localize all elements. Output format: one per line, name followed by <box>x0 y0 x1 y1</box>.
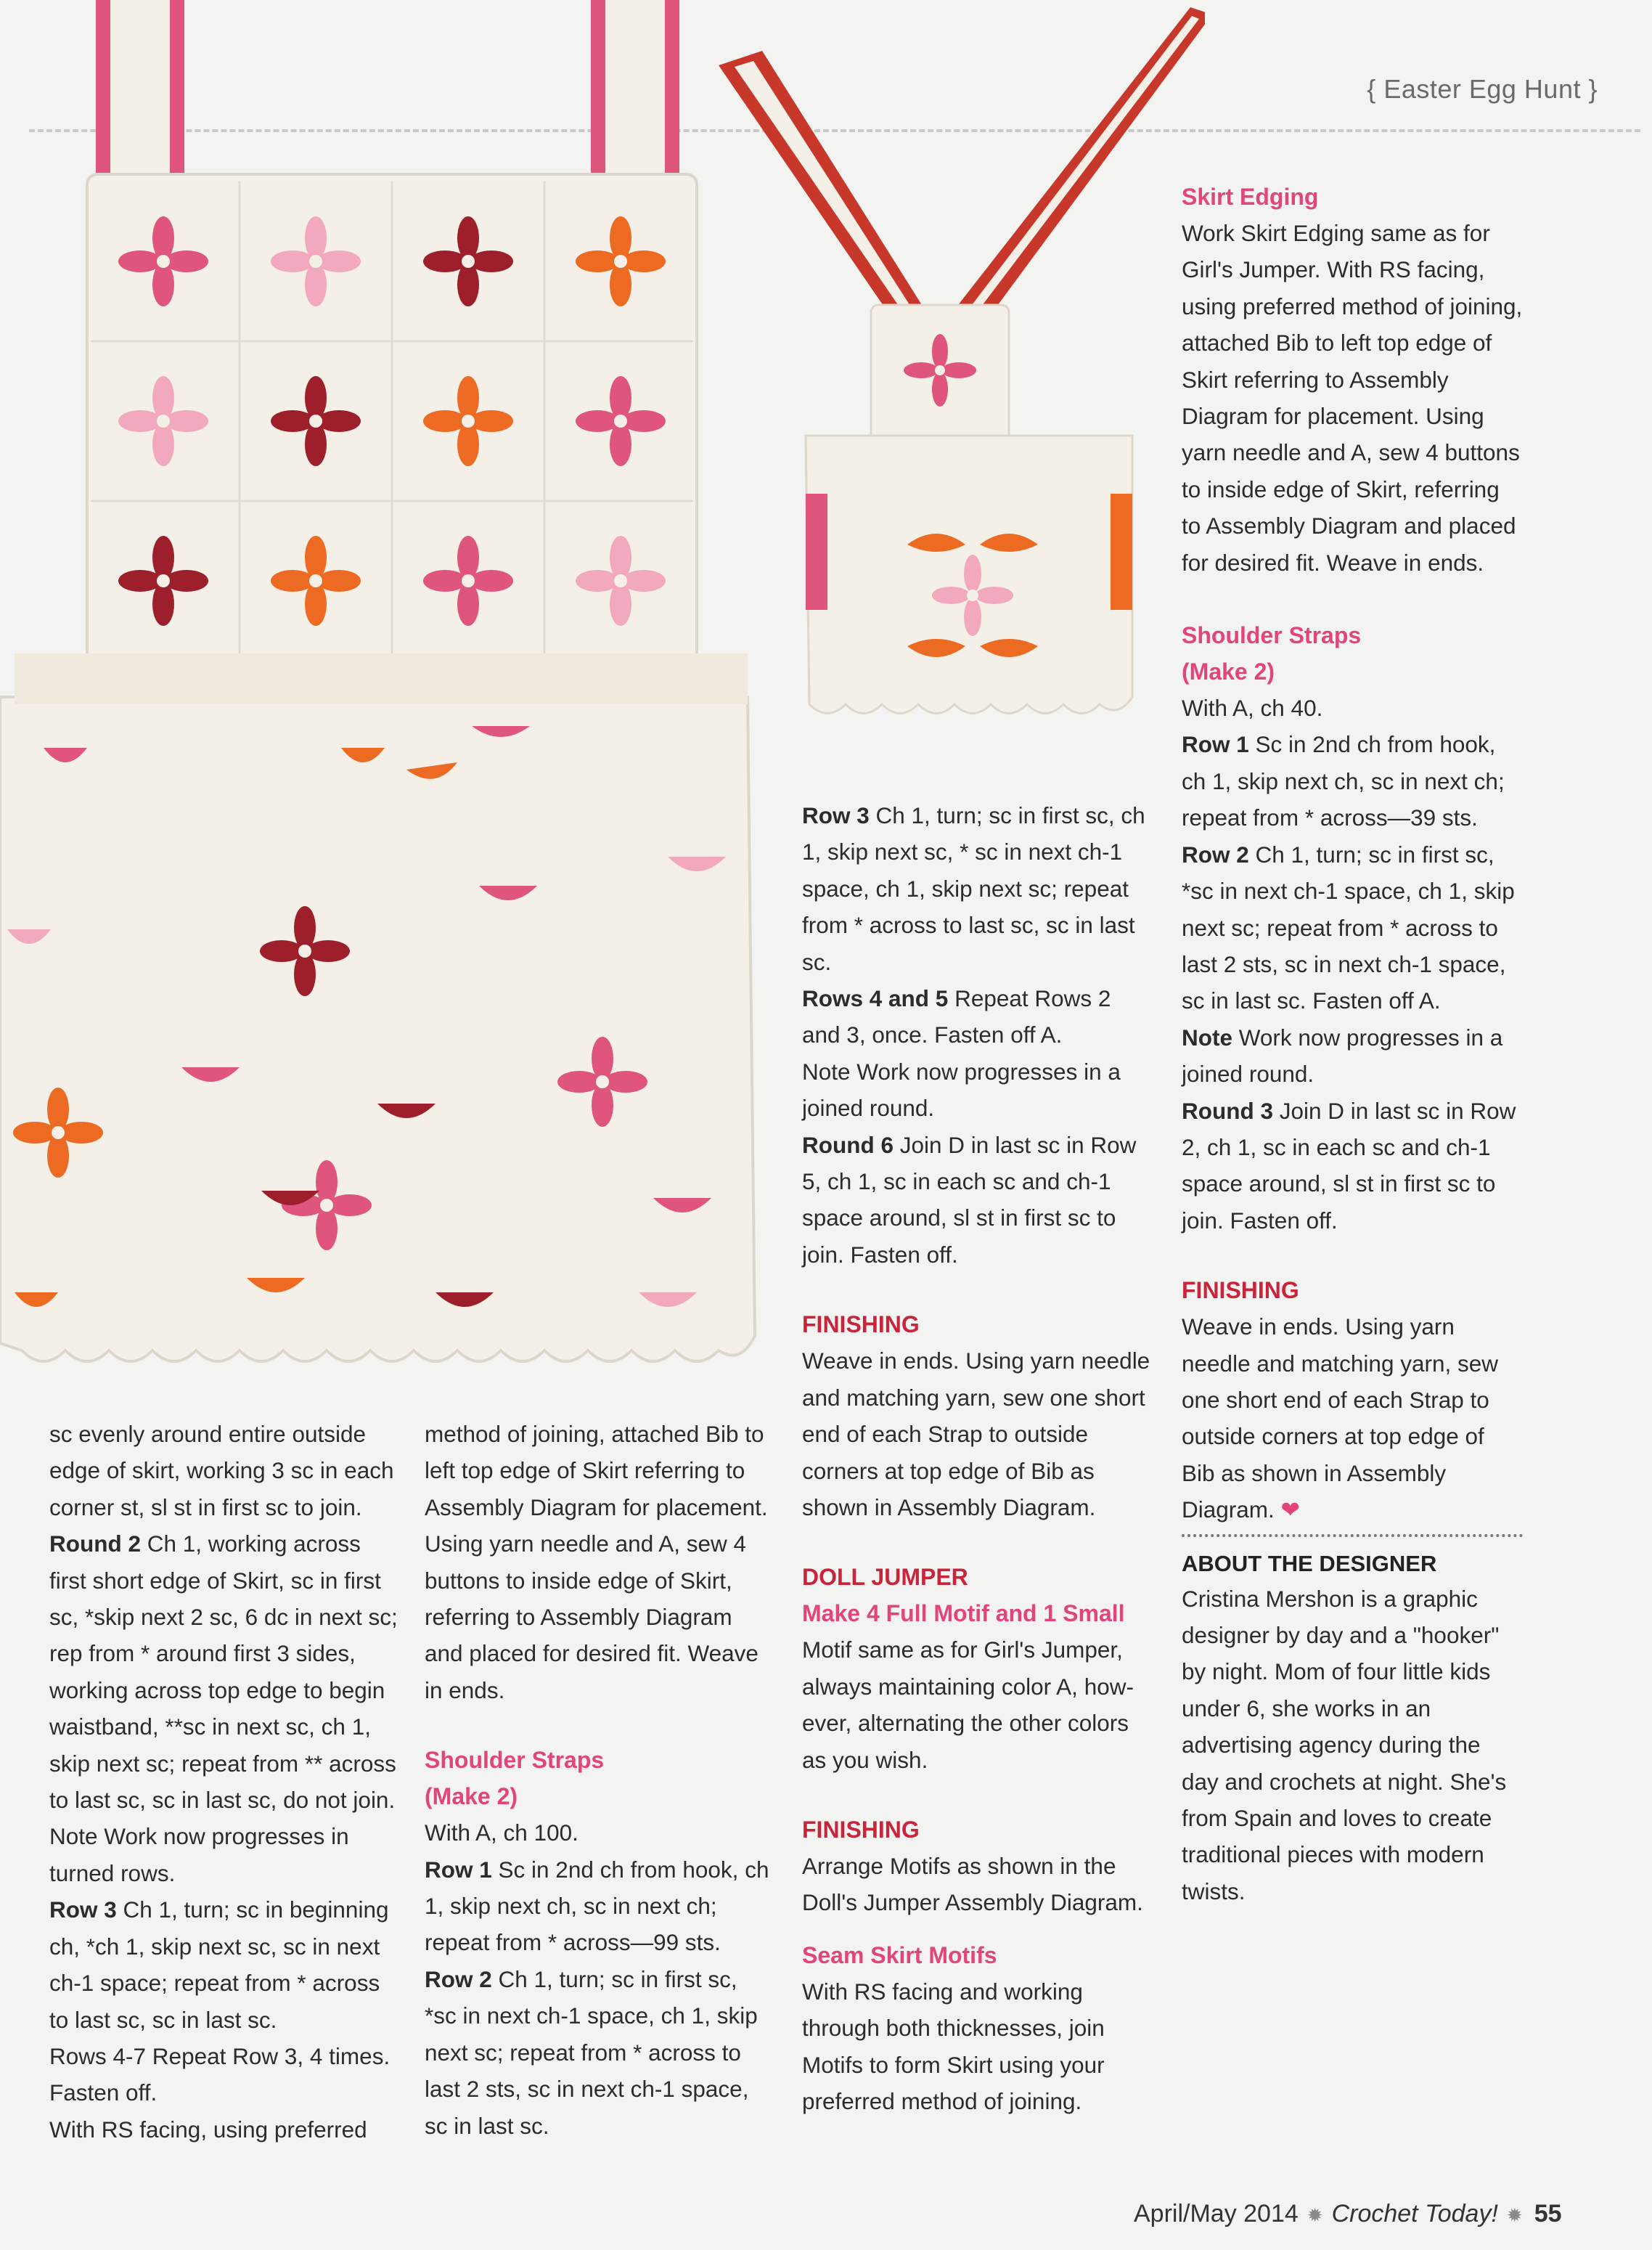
paragraph <box>1182 1308 1523 1528</box>
step-text: Ch 1, turn; sc in first sc, *sc in next ch-1 space, ch 1, skip next sc; repeat from * across to last 2 sts, sc in next ch-1 space, sc in last sc. <box>425 1965 758 2139</box>
text-column-2 <box>425 1416 773 2144</box>
spacer <box>425 1708 773 1742</box>
paragraph: sc evenly around entire outside edge of skirt, working 3 sc in each corner st, sl st in first sc to join. <box>49 1421 394 1520</box>
paragraph <box>802 1127 1150 1273</box>
section-subheading: (Make 2) <box>1182 659 1275 685</box>
step-text: Repeat Rows 2 and 3, once. Fasten off A. <box>802 985 1111 1048</box>
section-heading: FINISHING <box>1182 1277 1299 1304</box>
spacer <box>1182 581 1523 617</box>
text-column-1 <box>49 1416 398 2148</box>
step-label: Row 1 <box>425 1856 492 1883</box>
spacer <box>1182 1239 1523 1272</box>
spacer <box>802 1273 1150 1306</box>
paragraph: Work Skirt Edging same as for Girl's Jumper. With RS facing, using preferred method of joining, attached Bib to left top edge of Skirt referring to Assembly Diagram for placement. Using yarn needle and A, sew 4 buttons to inside edge of Skirt, referring to Assembly Diagram and placed for desired fit. Weave in ends. <box>1182 220 1523 576</box>
text-column-4 <box>1182 179 1523 1909</box>
page-number: 55 <box>1534 2200 1562 2227</box>
about-divider <box>1182 1534 1523 1537</box>
section-subheading: (Make 2) <box>425 1783 518 1810</box>
step-text: Ch 1, working across first short edge of Skirt, sc in first sc, *skip next 2 sc, 6 dc in next sc; rep from * around first 3 sides, working across top edge to begin waistband, **sc in next sc, ch 1, skip next sc; repeat from ** across to last sc, sc in last sc, do not join. <box>49 1530 398 1814</box>
paragraph: With RS facing, using preferred <box>49 2116 367 2143</box>
step-label: Round 6 <box>802 1131 894 1158</box>
paragraph <box>49 1891 398 2038</box>
paragraph: With A, ch 100. <box>425 1819 578 1846</box>
step-text: Ch 1, turn; sc in beginning ch, *ch 1, skip next sc, sc in next ch-1 space; repeat from * across to last sc, sc in last sc. <box>49 1896 389 2033</box>
paragraph <box>1182 836 1523 1019</box>
bullet-icon: ✹ <box>1506 2204 1523 2226</box>
paragraph <box>802 980 1150 1053</box>
paragraph: method of joining, attached Bib to left top edge of Skirt referring to Assembly Diagram for placement. Using yarn needle and A, sew 4 buttons to inside edge of Skirt, referring to Assembly Diagram and placed for desired fit. Weave in ends. <box>425 1421 768 1703</box>
section-heading: Skirt Edging <box>1182 184 1319 210</box>
section-heading: Shoulder Straps <box>1182 622 1362 649</box>
paragraph <box>49 1525 398 1818</box>
issue-date: April/May 2014 <box>1134 2200 1299 2227</box>
magazine-name: Crochet Today! <box>1331 2200 1498 2227</box>
step-label: Round 3 <box>1182 1097 1273 1124</box>
step-label: Round 2 <box>49 1530 141 1557</box>
section-heading: FINISHING <box>802 1816 920 1843</box>
step-text: Ch 1, turn; sc in first sc, *sc in next ch-1 space, ch 1, skip next sc; repeat from * across to last 2 sts, sc in next ch-1 space, sc in last sc. Fasten off A. <box>1182 841 1515 1014</box>
step-label: Row 2 <box>1182 841 1249 868</box>
step-text: Work now progresses in a joined round. <box>1182 1024 1503 1088</box>
paragraph <box>1182 1019 1523 1093</box>
paragraph <box>425 1961 773 2144</box>
paragraph: Note Work now progresses in turned rows. <box>49 1823 349 1886</box>
step-label: Rows 4 and 5 <box>802 985 949 1012</box>
paragraph-text: Weave in ends. Using yarn needle and matching yarn, sew one short end of each Strap to outside corners at top edge of Bib as shown in Assembly Diagram. <box>1182 1313 1499 1523</box>
paragraph: Weave in ends. Using yarn needle and matching yarn, sew one short end of each Strap to outside corners at top edge of Bib as shown in Assembly Diagram. <box>802 1348 1150 1520</box>
paragraph: Arrange Motifs as shown in the Doll's Jumper Assembly Diagram. <box>802 1852 1143 1916</box>
step-text: Join D in last sc in Row 2, ch 1, sc in each sc and ch-1 space around, sl st in first sc to join. Fasten off. <box>1182 1097 1516 1234</box>
paragraph <box>802 797 1150 980</box>
step-label: Note <box>1182 1024 1232 1051</box>
paragraph <box>1182 726 1523 836</box>
section-heading: FINISHING <box>802 1311 920 1338</box>
spacer <box>802 1921 1150 1937</box>
doll-jumper-photo <box>697 0 1205 762</box>
paragraph <box>1182 1093 1523 1239</box>
step-text: Ch 1, turn; sc in first sc, ch 1, skip next sc, * sc in next ch-1 space, ch 1, skip next sc; repeat from * across to last sc, sc in last sc. <box>802 802 1145 975</box>
about-heading: ABOUT THE DESIGNER <box>1182 1550 1437 1576</box>
text-column-3 <box>802 797 1150 2119</box>
section-title: { Easter Egg Hunt } <box>1367 74 1598 104</box>
step-text: Sc in 2nd ch from hook, ch 1, skip next ch, sc in next ch; repeat from * across—99 sts. <box>425 1856 769 1956</box>
page-footer <box>1134 2200 1562 2228</box>
paragraph: Motif same as for Girl's Jumper, always maintaining color A, how-ever, alternating the other colors as you wish. <box>802 1636 1134 1773</box>
section-heading: DOLL JUMPER <box>802 1564 968 1591</box>
spacer <box>802 1778 1150 1811</box>
paragraph <box>425 1851 773 1961</box>
step-text: Join D in last sc in Row 5, ch 1, sc in each sc and ch-1 space around, sl st in first sc to join. Fasten off. <box>802 1131 1137 1268</box>
step-label: Row 3 <box>802 802 870 828</box>
paragraph: With RS facing and working through both thicknesses, join Motifs to form Skirt using your preferred method of joining. <box>802 1978 1105 2114</box>
bullet-icon: ✹ <box>1307 2204 1323 2226</box>
step-label: Row 1 <box>1182 731 1249 758</box>
girls-jumper-photo <box>0 0 762 1379</box>
section-subheading: Make 4 Full Motif and 1 Small <box>802 1600 1125 1627</box>
section-heading: Shoulder Straps <box>425 1747 605 1774</box>
about-paragraph: Cristina Mershon is a graphic designer by day and a "hooker" by night. Mom of four little kids under 6, she works in an advertising agency during the day and crochets at night. She's from Spain and loves to create traditional pieces with modern twists. <box>1182 1585 1507 1904</box>
step-text: Sc in 2nd ch from hook, ch 1, skip next ch, sc in next ch; repeat from * across—39 sts. <box>1182 731 1505 831</box>
paragraph: Note Work now progresses in a joined round. <box>802 1058 1121 1122</box>
section-subheading: Seam Skirt Motifs <box>802 1941 997 1968</box>
paragraph: With A, ch 40. <box>1182 695 1323 722</box>
step-label: Row 2 <box>425 1965 492 1992</box>
spacer <box>802 1525 1150 1559</box>
paragraph: Rows 4-7 Repeat Row 3, 4 times. Fasten off. <box>49 2042 390 2106</box>
step-label: Row 3 <box>49 1896 117 1923</box>
heart-icon: ❤ <box>1280 1496 1300 1523</box>
